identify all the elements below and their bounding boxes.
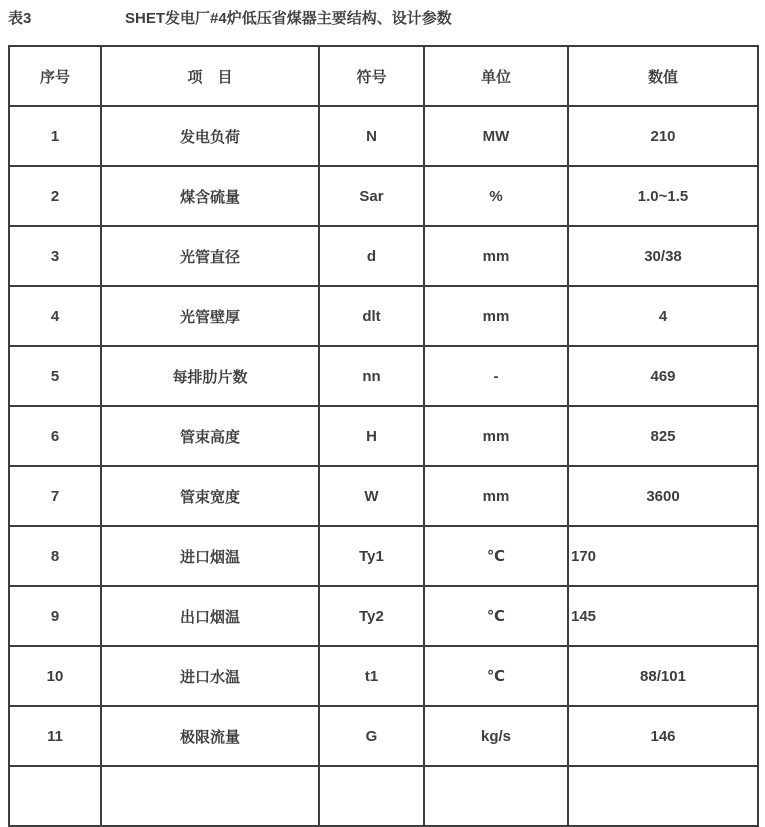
empty-cell [568,766,758,826]
cell-symbol: Ty2 [319,586,424,646]
table-number-label: 表3 [8,10,32,27]
header-cell: 数值 [568,46,758,106]
cell-value: 170 [568,526,758,586]
cell-unit: ℃ [424,586,568,646]
cell-unit: mm [424,466,568,526]
header-cell: 单位 [424,46,568,106]
header-cell: 符号 [319,46,424,106]
cell-value: 1.0~1.5 [568,166,758,226]
table-row [9,226,758,286]
cell-no: 9 [9,586,101,646]
cell-symbol: dlt [319,286,424,346]
cell-value: 146 [568,706,758,766]
table-row [9,106,758,166]
table-row [9,706,758,766]
table-body [9,106,758,766]
cell-symbol: d [319,226,424,286]
cell-no: 10 [9,646,101,706]
cell-unit: ℃ [424,646,568,706]
empty-cell [9,766,101,826]
table-caption [0,0,765,28]
cell-unit: mm [424,286,568,346]
cell-unit: % [424,166,568,226]
cell-item: 煤含硫量 [101,166,319,226]
partial-row [9,766,758,826]
table-foot [9,766,758,826]
cell-symbol: W [319,466,424,526]
cell-no: 8 [9,526,101,586]
cell-value: 210 [568,106,758,166]
cell-value: 825 [568,406,758,466]
cell-symbol: N [319,106,424,166]
cell-no: 2 [9,166,101,226]
header-cell: 项 目 [101,46,319,106]
cell-item: 管束宽度 [101,466,319,526]
cell-unit: kg/s [424,706,568,766]
table-row [9,646,758,706]
cell-unit: mm [424,226,568,286]
table-row [9,346,758,406]
cell-symbol: t1 [319,646,424,706]
table-row [9,586,758,646]
cell-symbol: Ty1 [319,526,424,586]
cell-unit: mm [424,406,568,466]
cell-unit: MW [424,106,568,166]
cell-item: 发电负荷 [101,106,319,166]
cell-no: 4 [9,286,101,346]
cell-no: 11 [9,706,101,766]
cell-item: 出口烟温 [101,586,319,646]
cell-no: 3 [9,226,101,286]
cell-item: 进口水温 [101,646,319,706]
table-title-text: SHET发电厂#4炉低压省煤器主要结构、设计参数 [125,10,452,27]
cell-unit: - [424,346,568,406]
cell-unit: ℃ [424,526,568,586]
empty-cell [424,766,568,826]
cell-item: 光管直径 [101,226,319,286]
cell-value: 469 [568,346,758,406]
header-cell: 序号 [9,46,101,106]
cell-no: 1 [9,106,101,166]
table-row [9,406,758,466]
cell-item: 极限流量 [101,706,319,766]
header-row [9,46,758,106]
table-row [9,166,758,226]
cell-value: 30/38 [568,226,758,286]
cell-item: 每排肋片数 [101,346,319,406]
empty-cell [319,766,424,826]
table-row [9,466,758,526]
cell-no: 5 [9,346,101,406]
cell-value: 4 [568,286,758,346]
cell-symbol: H [319,406,424,466]
table-row [9,286,758,346]
table-row [9,526,758,586]
cell-value: 3600 [568,466,758,526]
cell-item: 光管壁厚 [101,286,319,346]
cell-item: 管束高度 [101,406,319,466]
cell-value: 145 [568,586,758,646]
parameters-table [8,45,759,827]
cell-value: 88/101 [568,646,758,706]
cell-item: 进口烟温 [101,526,319,586]
cell-symbol: Sar [319,166,424,226]
empty-cell [101,766,319,826]
cell-no: 7 [9,466,101,526]
table-head [9,46,758,106]
cell-symbol: nn [319,346,424,406]
cell-symbol: G [319,706,424,766]
cell-no: 6 [9,406,101,466]
